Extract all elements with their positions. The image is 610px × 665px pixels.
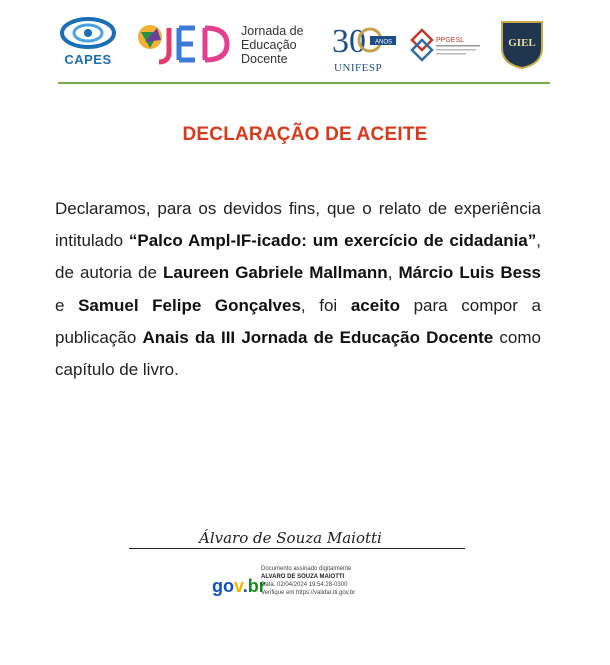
capes-emblem-icon	[59, 16, 117, 50]
giel-shield-icon	[498, 18, 546, 70]
signature-info	[261, 565, 355, 597]
svg-text:PPGESL: PPGESL	[436, 37, 465, 44]
unifesp-30-emblem-icon	[330, 18, 400, 62]
jed-emblem-icon	[135, 22, 235, 66]
giel-logo	[498, 18, 546, 70]
text-segment: Declaramos, para os devidos fins, que o relato de experiência intitulado	[55, 199, 541, 251]
jed-line-1: Jornada de	[241, 24, 304, 38]
jed-logo	[135, 22, 325, 72]
signature-block	[129, 525, 465, 555]
signature-date: Data: 02/04/2024 19:54:28-0300	[261, 582, 348, 588]
jed-line-3: Docente	[241, 52, 288, 66]
text-segment: ,	[387, 263, 399, 283]
text-segment: , de autoria de	[55, 231, 541, 283]
unifesp-label: UNIFESP	[334, 62, 383, 74]
text-segment: para compor a publicação	[55, 295, 541, 347]
ppgesl-emblem-icon	[410, 26, 486, 66]
capes-logo	[58, 16, 118, 72]
author-name: Samuel Felipe Gonçalves	[78, 295, 301, 315]
jed-text	[241, 24, 304, 66]
page-title: DECLARAÇÃO DE ACEITE	[182, 124, 428, 145]
accepted-word: aceito	[350, 295, 400, 315]
capes-label: CAPES	[64, 52, 112, 67]
svg-text:GIEL: GIEL	[508, 37, 536, 49]
author-name: Márcio Luis Bess	[398, 263, 542, 283]
doc-signed-label: Documento assinado digitalmente	[261, 566, 352, 572]
verify-link[interactable]: Verifique em https://validar.iti.gov.br	[261, 590, 356, 596]
svg-text:30: 30	[332, 23, 366, 60]
author-name: Laureen Gabriele Mallmann	[163, 263, 388, 283]
text-segment: , foi	[300, 295, 351, 315]
declaration-paragraph	[55, 193, 541, 386]
text-segment: e	[55, 295, 79, 315]
handwritten-signature: Álvaro de Souza Maiotti	[199, 529, 382, 547]
govbr-logo: gov.br	[212, 576, 266, 596]
header-divider	[58, 82, 550, 84]
publication-name: Anais da III Jornada de Educação Docente	[142, 327, 494, 347]
unifesp-30-logo	[330, 18, 400, 78]
header-logos	[0, 0, 610, 84]
ppgesl-logo	[410, 26, 486, 66]
text-segment: como capítulo de livro.	[55, 327, 541, 380]
jed-line-2: Educação	[241, 38, 297, 52]
signer-name: ALVARO DE SOUZA MAIOTTI	[261, 574, 345, 580]
svg-text:ANOS: ANOS	[375, 39, 393, 46]
govbr-digital-signature-stamp	[208, 562, 408, 612]
report-title: “Palco Ampl-IF-icado: um exercício de cidadania”	[128, 231, 537, 251]
signature-line	[129, 548, 465, 549]
